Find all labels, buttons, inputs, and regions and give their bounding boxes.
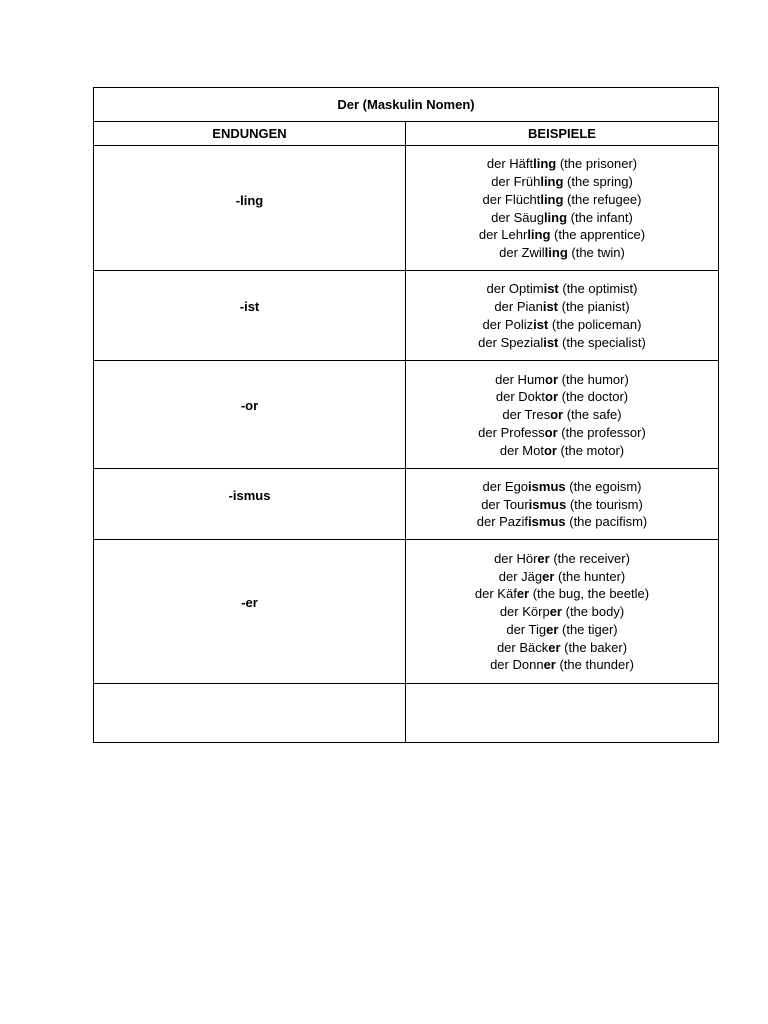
example-word-stem: der Tres — [502, 407, 551, 423]
example-word-suffix: ist — [542, 299, 559, 315]
example-word-stem: der Mot — [499, 442, 544, 458]
example-translation: (the doctor) — [558, 389, 629, 405]
example-translation: (the spring) — [563, 173, 633, 189]
example-word-stem: der Spezial — [478, 334, 544, 350]
example-translation: (the thunder) — [555, 657, 634, 673]
example-line — [406, 603, 718, 621]
example-line — [406, 334, 718, 352]
example-word-stem: der Bäck — [496, 639, 549, 655]
ending-cell — [94, 684, 406, 743]
example-line — [406, 173, 718, 191]
example-translation: (the refugee) — [563, 191, 642, 207]
example-translation: (the baker) — [560, 639, 628, 655]
example-word-suffix: ismus — [528, 514, 566, 530]
examples-cell — [406, 469, 719, 540]
example-translation: (the optimist) — [558, 281, 638, 297]
example-word-suffix: or — [544, 424, 558, 440]
table-row — [94, 540, 719, 684]
example-line — [406, 656, 718, 674]
examples-list — [406, 370, 718, 460]
example-line — [406, 550, 718, 568]
example-translation: (the humor) — [558, 371, 629, 387]
example-translation: (the twin) — [567, 245, 625, 261]
example-word-suffix: or — [545, 371, 559, 387]
example-word-suffix: ist — [543, 281, 559, 297]
example-translation: (the bug, the beetle) — [529, 586, 650, 602]
example-line — [406, 424, 718, 442]
example-translation: (the specialist) — [558, 334, 646, 350]
examples-cell — [406, 684, 719, 743]
example-line — [406, 406, 718, 424]
example-line — [406, 155, 718, 173]
example-word-suffix: ling — [543, 209, 568, 225]
examples-cell — [406, 271, 719, 361]
example-word-suffix: ist — [533, 317, 549, 332]
example-word-suffix: ismus — [528, 478, 566, 494]
example-word-stem: der Poliz — [482, 317, 534, 332]
example-translation: (the pianist) — [558, 299, 630, 315]
example-word-suffix: er — [546, 621, 559, 637]
example-translation: (the motor) — [556, 442, 625, 458]
examples-list — [406, 713, 718, 714]
example-word-suffix: or — [543, 442, 557, 458]
table-body — [94, 146, 719, 743]
ending-cell: -ismus — [94, 469, 406, 540]
example-word-stem: der Körp — [499, 604, 550, 620]
example-translation: (the body) — [562, 604, 625, 620]
example-word-stem: der Donn — [490, 657, 544, 673]
example-line — [406, 639, 718, 657]
example-line — [406, 621, 718, 639]
table-header-row — [94, 122, 719, 146]
example-word-suffix: ling — [540, 191, 564, 207]
example-word-stem: der Zwil — [499, 245, 545, 261]
table-row — [94, 146, 719, 271]
example-translation: (the tiger) — [558, 621, 618, 637]
example-word-stem: der Lehr — [478, 227, 528, 243]
table-row — [94, 271, 719, 361]
example-translation: (the prisoner) — [556, 156, 638, 172]
example-line — [406, 513, 718, 531]
example-translation: (the hunter) — [554, 568, 626, 584]
examples-list — [406, 549, 718, 675]
examples-cell — [406, 146, 719, 271]
column-header-endings: ENDUNGEN — [94, 122, 406, 146]
table-row — [94, 361, 719, 469]
example-translation: (the pacifism) — [565, 514, 648, 530]
examples-cell — [406, 361, 719, 469]
example-line — [406, 496, 718, 514]
example-line — [406, 191, 718, 209]
example-translation: (the safe) — [563, 407, 622, 423]
example-translation: (the tourism) — [566, 496, 643, 512]
example-word-stem: der Dokt — [495, 389, 546, 405]
example-word-stem: der Käf — [474, 586, 517, 602]
example-word-stem: der Häft — [486, 156, 534, 172]
ending-cell: -or — [94, 361, 406, 469]
table-row — [94, 469, 719, 540]
example-line — [406, 478, 718, 496]
example-line — [406, 280, 718, 298]
example-line — [406, 585, 718, 603]
example-word-stem: der Jäg — [498, 568, 543, 584]
ending-cell: -ling — [94, 146, 406, 271]
example-translation: (the egoism) — [565, 478, 642, 494]
example-word-stem: der Früh — [491, 173, 541, 189]
examples-list — [406, 279, 718, 351]
example-line — [406, 209, 718, 227]
example-word-suffix: ling — [544, 245, 568, 261]
example-word-suffix: er — [549, 604, 562, 620]
example-word-suffix: er — [548, 639, 561, 655]
example-word-stem: der Ego — [482, 478, 529, 494]
example-word-stem: der Tour — [481, 496, 529, 512]
example-line — [406, 442, 718, 460]
example-translation: (the infant) — [567, 209, 633, 225]
table-title: Der (Maskulin Nomen) — [94, 88, 719, 122]
example-word-stem: der Pazif — [476, 514, 529, 530]
example-line — [406, 388, 718, 406]
example-word-suffix: ismus — [528, 496, 567, 512]
example-translation: (the policeman) — [548, 317, 642, 332]
example-word-stem: der Flücht — [482, 191, 541, 207]
ending-cell: -er — [94, 540, 406, 684]
examples-list — [406, 154, 718, 262]
examples-list — [406, 477, 718, 531]
masculine-endings-table — [93, 87, 719, 743]
example-word-stem: der Tig — [506, 621, 547, 637]
example-line — [406, 244, 718, 262]
example-line — [406, 298, 718, 316]
example-word-suffix: ling — [540, 173, 564, 189]
column-header-examples: BEISPIELE — [406, 122, 719, 146]
example-line — [406, 226, 718, 244]
table-title-row — [94, 88, 719, 122]
example-word-suffix: ling — [533, 156, 557, 172]
example-translation: (the professor) — [557, 424, 646, 440]
example-word-suffix: er — [537, 550, 550, 566]
example-word-stem: der Säug — [491, 209, 544, 225]
example-word-stem: der Hör — [494, 550, 538, 566]
example-word-stem: der Pian — [494, 299, 543, 315]
example-word-suffix: ling — [527, 227, 551, 243]
ending-cell: -ist — [94, 271, 406, 361]
example-word-stem: der Hum — [495, 371, 546, 387]
table-row-empty — [94, 684, 719, 743]
example-word-suffix: er — [542, 568, 555, 584]
example-word-suffix: er — [516, 586, 530, 602]
example-word-suffix: er — [543, 657, 556, 673]
example-line — [406, 316, 718, 334]
examples-cell — [406, 540, 719, 684]
example-word-stem: der Profess — [478, 424, 545, 440]
example-word-stem: der Optim — [486, 281, 544, 297]
example-translation: (the apprentice) — [550, 227, 646, 243]
example-line — [406, 568, 718, 586]
example-translation: (the receiver) — [549, 550, 630, 566]
example-word-suffix: ist — [543, 334, 559, 350]
example-line — [406, 371, 718, 389]
example-word-suffix: or — [550, 407, 564, 423]
example-word-suffix: or — [545, 389, 559, 405]
